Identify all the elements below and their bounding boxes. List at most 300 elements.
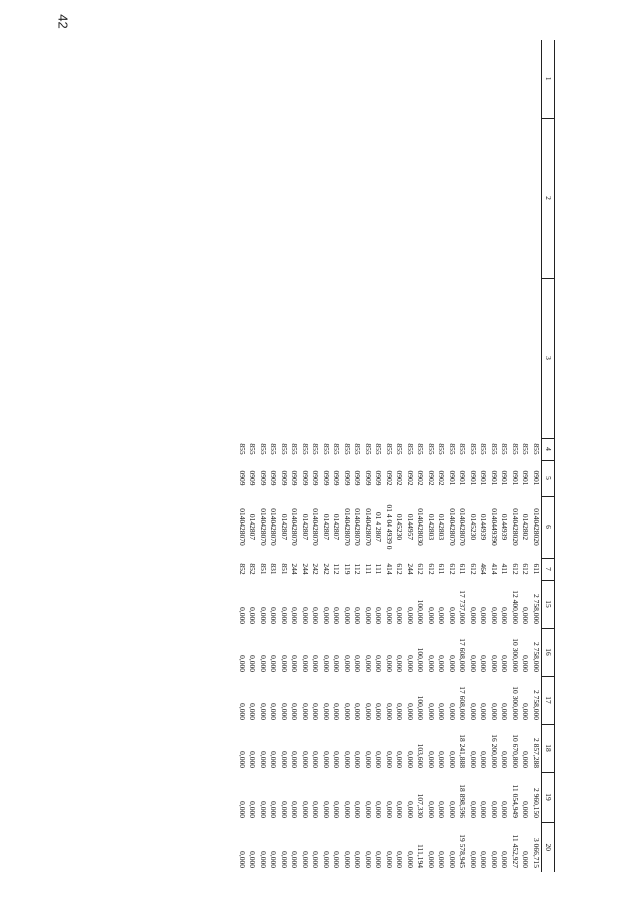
table-cell: 103,600 [416,743,426,768]
table-cell [279,40,290,118]
table-cell [331,278,342,438]
table-cell: 0145230 [395,513,405,541]
table-cell: 0,000 [258,607,268,624]
table-cell: 0,000 [363,851,373,868]
table-cell: 0142807 [279,513,289,541]
table-cell [415,118,426,278]
table-cell: 0,000 [353,851,363,868]
table-cell: 0909 [237,470,247,486]
table-cell: 0,000 [479,801,489,818]
column-header: 4 [542,438,555,460]
table-cell: 0,000 [437,655,447,672]
table-cell: 0140428070 [290,508,300,546]
table-cell: 855 [332,443,342,455]
table-cell: 0,000 [300,655,310,672]
table-cell: 0,000 [321,655,331,672]
table-row [531,40,542,872]
table-cell: 100,000 [416,695,426,720]
column-header: 1 [542,40,555,118]
table-cell: 0,000 [468,801,478,818]
table-cell [247,278,258,438]
table-cell: 855 [468,443,478,455]
table-cell: 2 960,150 [531,788,541,818]
table-cell: 0,000 [489,801,499,818]
table-cell: 0,000 [405,851,415,868]
table-cell: 0,000 [479,703,489,720]
table-cell [268,118,279,278]
table-cell: 0,000 [384,851,394,868]
table-cell: 612 [510,563,520,575]
table-cell: 0142807 [300,513,310,541]
table-cell [331,118,342,278]
table-cell: 0,000 [395,751,405,768]
column-header: 15 [542,580,555,628]
table-cell: 0901 [489,470,499,486]
table-row [457,40,468,872]
table-cell [405,278,416,438]
table-cell [510,278,521,438]
table-cell [237,40,248,118]
table-cell: 0,000 [384,801,394,818]
table-cell: 0,000 [395,655,405,672]
table-row [300,40,311,872]
table-row [363,40,374,872]
table-cell [499,118,510,278]
table-cell: 0,000 [248,751,258,768]
table-cell [247,118,258,278]
column-header: 18 [542,724,555,772]
table-cell: 0142807 [321,513,331,541]
table-cell: 0,000 [237,801,247,818]
table-cell [310,118,321,278]
table-cell [426,40,437,118]
table-cell [310,40,321,118]
table-cell: 0,000 [384,751,394,768]
table-cell: 0,000 [290,751,300,768]
table-cell: 17 608,000 [458,638,468,672]
table-row [478,40,489,872]
table-cell: 855 [510,443,520,455]
table-cell [457,40,468,118]
table-cell: 0,000 [258,655,268,672]
table-cell [531,278,542,438]
table-body [237,40,542,872]
table-cell [289,278,300,438]
table-cell: 0909 [248,470,258,486]
table-cell: 0142803 [437,513,447,541]
table-cell: 0,000 [426,801,436,818]
table-cell [237,118,248,278]
table-cell [499,40,510,118]
table-cell: 111 [363,563,373,575]
table-cell: 0,000 [279,851,289,868]
table-cell: 855 [269,443,279,455]
table-cell: 855 [405,443,415,455]
table-cell: 0,000 [489,607,499,624]
table-cell [457,118,468,278]
table-cell: 831 [269,563,279,575]
table-cell [289,118,300,278]
table-row [342,40,353,872]
table-cell: 0140428070 [311,508,321,546]
table-cell: 0,000 [426,703,436,720]
table-cell: 0144957 [405,513,415,541]
table-cell: 0901 [468,470,478,486]
table-cell: 0,000 [279,607,289,624]
table-cell: 0,000 [447,851,457,868]
table-cell: 0,000 [437,851,447,868]
table-cell: 0909 [363,470,373,486]
table-cell [520,40,531,118]
table-cell: 11 054,949 [510,784,520,818]
table-cell: 855 [374,443,384,455]
table-cell: 855 [363,443,373,455]
table-cell [279,278,290,438]
table-cell: 0,000 [269,801,279,818]
table-cell: 0,000 [332,751,342,768]
table-cell: 01 4 04 4939 0 [384,504,394,550]
table-cell: 855 [248,443,258,455]
table-cell: 0,000 [269,607,279,624]
table-cell: 0,000 [342,607,352,624]
table-cell [289,40,300,118]
table-cell: 2 758,000 [531,594,541,624]
table-cell: 0,000 [363,751,373,768]
table-row [237,40,248,872]
column-header: 6 [542,496,555,558]
table-cell: 10 300,000 [510,686,520,720]
table-cell: 855 [458,443,468,455]
table-cell: 0901 [500,470,510,486]
rotated-table-container [110,40,555,872]
table-cell: 855 [321,443,331,455]
table-cell: 0,000 [426,851,436,868]
table-cell: 18 241,888 [458,734,468,768]
column-header: 3 [542,278,555,438]
table-cell [531,40,542,118]
table-cell: 0902 [437,470,447,486]
table-cell [415,40,426,118]
table-cell: 0,000 [290,607,300,624]
table-cell: 612 [468,563,478,575]
table-cell: 0,000 [500,851,510,868]
table-cell: 2 857,288 [531,738,541,768]
table-cell: 855 [300,443,310,455]
table-cell: 0,000 [321,851,331,868]
table-cell: 0,000 [321,751,331,768]
table-cell [342,40,353,118]
table-cell: 0,000 [290,801,300,818]
table-cell [468,278,479,438]
table-cell: 0,000 [290,851,300,868]
table-cell: 612 [416,563,426,575]
table-row [520,40,531,872]
table-row [331,40,342,872]
table-cell: 0,000 [468,703,478,720]
table-cell [384,40,395,118]
table-cell: 0,000 [269,703,279,720]
table-cell: 242 [321,563,331,575]
table-cell: 0,000 [479,655,489,672]
table-cell [363,118,374,278]
table-cell: 100,000 [416,647,426,672]
table-cell: 0909 [300,470,310,486]
table-cell [499,278,510,438]
table-cell: 0,000 [279,655,289,672]
table-row [447,40,458,872]
table-cell: 0902 [426,470,436,486]
table-cell: 0,000 [426,751,436,768]
table-cell: 0,000 [311,751,321,768]
table-cell [300,278,311,438]
table-cell: 852 [248,563,258,575]
table-cell: 612 [426,563,436,575]
table-cell: 0,000 [479,851,489,868]
table-cell: 0,000 [332,655,342,672]
table-cell: 612 [395,563,405,575]
table-cell: 0,000 [374,851,384,868]
page-number: 42 [55,14,71,29]
table-cell [352,278,363,438]
table-cell: 851 [279,563,289,575]
table-cell: 0,000 [321,607,331,624]
table-cell: 0,000 [237,703,247,720]
table-cell: 0,000 [374,801,384,818]
table-cell [520,278,531,438]
table-cell: 2 758,000 [531,690,541,720]
table-cell: 0142802 [521,513,531,541]
table-cell: 0,000 [248,703,258,720]
table-cell: 0909 [269,470,279,486]
table-row [247,40,258,872]
table-cell: 0,000 [437,751,447,768]
table-cell: 10 670,800 [510,734,520,768]
table-cell: 0,000 [300,801,310,818]
table-cell: 0,000 [521,703,531,720]
table-cell [300,118,311,278]
table-row [258,40,269,872]
table-cell: 0,000 [300,851,310,868]
table-cell: 0,000 [237,751,247,768]
table-cell: 0,000 [489,851,499,868]
table-cell [321,40,332,118]
table-cell [373,40,384,118]
table-cell: 12 400,000 [510,590,520,624]
table-cell: 0,000 [248,851,258,868]
table-cell: 0,000 [248,655,258,672]
table-cell: 0902 [395,470,405,486]
table-cell: 100,000 [416,599,426,624]
table-cell: 855 [237,443,247,455]
table-cell: 112 [353,563,363,575]
table-cell: 0902 [416,470,426,486]
table-cell: 0,000 [269,851,279,868]
table-cell: 0,000 [353,607,363,624]
table-cell: 0,000 [363,801,373,818]
table-cell: 0140428070 [363,508,373,546]
column-header: 7 [542,558,555,580]
table-row [394,40,405,872]
table-cell: 0,000 [437,607,447,624]
table-cell [268,278,279,438]
table-cell: 855 [500,443,510,455]
budget-table [237,40,556,872]
table-cell: 0,000 [468,655,478,672]
table-row [310,40,321,872]
table-cell [342,278,353,438]
table-cell: 414 [489,563,499,575]
table-cell: 855 [479,443,489,455]
table-row [352,40,363,872]
table-cell: 0,000 [437,801,447,818]
table-cell: 0,000 [237,655,247,672]
table-cell: 0,000 [447,801,457,818]
table-cell: 0901 [447,470,457,486]
table-cell: 01 4 2807 [374,512,384,542]
table-cell: 0140428070 [269,508,279,546]
table-cell: 0902 [384,470,394,486]
table-cell: 0,000 [342,655,352,672]
table-cell [436,278,447,438]
table-row [426,40,437,872]
table-cell: 0140428020 [510,508,520,546]
table-cell: 855 [531,443,541,455]
table-cell: 0909 [321,470,331,486]
table-cell [268,40,279,118]
table-cell: 0140428070 [458,508,468,546]
table-cell: 0,000 [374,655,384,672]
table-cell: 855 [353,443,363,455]
column-header: 5 [542,460,555,496]
table-cell: 0140428070 [353,508,363,546]
table-cell: 0142803 [426,513,436,541]
table-cell: 0909 [353,470,363,486]
table-cell: 0,000 [500,607,510,624]
table-cell [321,118,332,278]
table-cell: 855 [489,443,499,455]
table-cell: 0,000 [311,607,321,624]
table-cell: 0,000 [363,703,373,720]
table-cell: 0,000 [353,655,363,672]
table-cell: 0902 [405,470,415,486]
table-cell: 10 300,000 [510,638,520,672]
table-cell: 0,000 [279,801,289,818]
table-cell: 0,000 [500,801,510,818]
table-cell [258,278,269,438]
table-cell: 0,000 [332,851,342,868]
table-cell: 0,000 [237,851,247,868]
table-cell: 0,000 [258,703,268,720]
table-cell: 112 [332,563,342,575]
table-cell: 0,000 [269,655,279,672]
table-cell [447,118,458,278]
table-cell: 0,000 [342,801,352,818]
table-cell: 0,000 [321,703,331,720]
table-cell [468,118,479,278]
table-cell [478,118,489,278]
table-cell: 0,000 [395,851,405,868]
table-cell: 0,000 [258,851,268,868]
header-row [542,40,555,872]
table-cell: 0,000 [521,655,531,672]
table-row [489,40,500,872]
table-row [510,40,521,872]
table-cell [247,40,258,118]
table-cell: 19 578,945 [458,834,468,868]
table-cell: 0,000 [342,751,352,768]
table-cell: 0,000 [258,751,268,768]
table-cell: 0,000 [395,607,405,624]
table-cell: 0,000 [384,655,394,672]
table-cell: 855 [426,443,436,455]
table-cell [478,278,489,438]
table-cell: 0140449390 [489,508,499,546]
table-cell: 18 898,596 [458,784,468,818]
table-cell [384,278,395,438]
table-cell: 0,000 [332,801,342,818]
table-row [499,40,510,872]
table-cell: 0,000 [332,607,342,624]
table-cell: 855 [384,443,394,455]
table-cell: 107,330 [416,793,426,818]
table-row [436,40,447,872]
table-cell: 0,000 [290,703,300,720]
table-cell [373,278,384,438]
table-cell [321,278,332,438]
table-cell [363,278,374,438]
table-cell: 611 [458,563,468,575]
table-cell: 0,000 [269,751,279,768]
table-cell: 0140428070 [447,508,457,546]
table-cell: 0909 [374,470,384,486]
table-cell [394,278,405,438]
table-cell: 0140428030 [416,508,426,546]
table-cell: 0901 [521,470,531,486]
column-header: 17 [542,676,555,724]
table-row [268,40,279,872]
table-cell: 0,000 [521,751,531,768]
table-cell: 0,000 [332,703,342,720]
table-cell [279,118,290,278]
table-cell: 855 [416,443,426,455]
table-cell: 0,000 [405,655,415,672]
table-cell: 0,000 [447,703,457,720]
table-cell: 0142807 [332,513,342,541]
table-cell: 0,000 [300,703,310,720]
table-cell: 0,000 [311,655,321,672]
table-cell [436,40,447,118]
table-cell: 0,000 [500,703,510,720]
table-row [321,40,332,872]
table-cell: 0909 [311,470,321,486]
table-cell: 0140428070 [258,508,268,546]
table-cell [394,118,405,278]
table-cell: 0140428070 [342,508,352,546]
table-cell: 0,000 [374,703,384,720]
table-cell: 0,000 [447,751,457,768]
table-cell: 0,000 [384,607,394,624]
table-cell: 855 [437,443,447,455]
table-cell [531,118,542,278]
table-cell: 244 [290,563,300,575]
table-cell [352,118,363,278]
table-cell: 0,000 [426,607,436,624]
table-cell: 0,000 [500,655,510,672]
table-cell: 0,000 [489,655,499,672]
table-cell: 0901 [479,470,489,486]
table-cell: 0,000 [342,851,352,868]
table-cell: 0,000 [395,801,405,818]
